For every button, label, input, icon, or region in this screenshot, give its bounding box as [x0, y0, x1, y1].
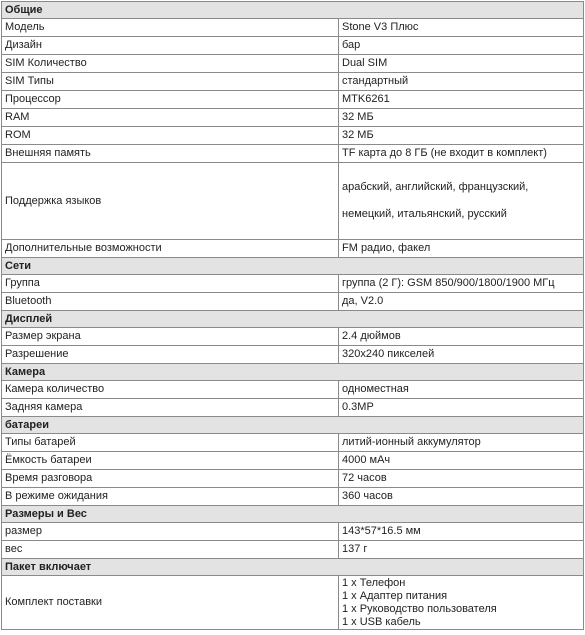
table-row: [2, 145, 584, 163]
section-header: [2, 311, 584, 328]
spec-key: ROM: [2, 127, 339, 145]
table-row: [2, 293, 584, 311]
table-row: [2, 434, 584, 452]
spec-key: Типы батарей: [2, 434, 339, 452]
spec-value: 32 МБ: [339, 127, 584, 145]
spec-key: Bluetooth: [2, 293, 339, 311]
spec-key: Дополнительные возможности: [2, 240, 339, 258]
spec-value: MTK6261: [339, 91, 584, 109]
spec-value: 2.4 дюймов: [339, 328, 584, 346]
package-item: 1 x USB кабель: [342, 615, 421, 628]
section-title: Камера: [2, 364, 584, 381]
table-row: [2, 523, 584, 541]
table-row: [2, 470, 584, 488]
spec-key: Группа: [2, 275, 339, 293]
spec-value: 4000 мАч: [339, 452, 584, 470]
spec-value: [339, 576, 584, 630]
spec-key: Задняя камера: [2, 399, 339, 417]
spec-table: [1, 1, 584, 630]
spec-key: SIM Типы: [2, 73, 339, 91]
spec-key: В режиме ожидания: [2, 488, 339, 506]
spec-key: Время разговора: [2, 470, 339, 488]
table-row: [2, 328, 584, 346]
spec-value: группа (2 Г): GSM 850/900/1800/1900 МГц: [339, 275, 584, 293]
table-row: [2, 346, 584, 364]
table-row: [2, 381, 584, 399]
section-header: [2, 2, 584, 19]
table-row: [2, 541, 584, 559]
spec-key: Разрешение: [2, 346, 339, 364]
spec-key: Комплект поставки: [2, 576, 339, 630]
package-item: 1 x Адаптер питания: [342, 589, 448, 602]
spec-value: Dual SIM: [339, 55, 584, 73]
spec-value: арабский, английский, французский, немецкий, итальянский, русский: [339, 163, 584, 240]
spec-value: литий-ионный аккумулятор: [339, 434, 584, 452]
spec-value: 360 часов: [339, 488, 584, 506]
table-row: [2, 488, 584, 506]
table-row: [2, 399, 584, 417]
spec-value: 143*57*16.5 мм: [339, 523, 584, 541]
table-row: [2, 37, 584, 55]
spec-key: размер: [2, 523, 339, 541]
spec-key: RAM: [2, 109, 339, 127]
section-header: [2, 559, 584, 576]
package-item: 1 x Телефон: [342, 576, 406, 589]
table-row: [2, 91, 584, 109]
spec-key: вес: [2, 541, 339, 559]
spec-key: Размер экрана: [2, 328, 339, 346]
package-item: 1 x Руководство пользователя: [342, 602, 497, 615]
section-title: Дисплей: [2, 311, 584, 328]
spec-value: одноместная: [339, 381, 584, 399]
spec-value: 137 г: [339, 541, 584, 559]
section-title: Общие: [2, 2, 584, 19]
section-header: [2, 417, 584, 434]
table-row: [2, 55, 584, 73]
table-row: [2, 275, 584, 293]
spec-value: стандартный: [339, 73, 584, 91]
table-row: [2, 19, 584, 37]
spec-key: Поддержка языков: [2, 163, 339, 240]
spec-key: Внешняя память: [2, 145, 339, 163]
spec-value: 320x240 пикселей: [339, 346, 584, 364]
spec-value: FM радио, факел: [339, 240, 584, 258]
spec-key: Камера количество: [2, 381, 339, 399]
spec-key: Ёмкость батареи: [2, 452, 339, 470]
spec-key: Дизайн: [2, 37, 339, 55]
spec-key: Модель: [2, 19, 339, 37]
spec-value: TF карта до 8 ГБ (не входит в комплект): [339, 145, 584, 163]
table-row: [2, 109, 584, 127]
table-row: [2, 452, 584, 470]
spec-value: 0.3MP: [339, 399, 584, 417]
spec-value: да, V2.0: [339, 293, 584, 311]
spec-value: бар: [339, 37, 584, 55]
table-row: [2, 127, 584, 145]
spec-key: Процессор: [2, 91, 339, 109]
spec-key: SIM Количество: [2, 55, 339, 73]
table-row: [2, 163, 584, 240]
spec-value: 32 МБ: [339, 109, 584, 127]
section-title: Сети: [2, 258, 584, 275]
table-row: [2, 576, 584, 630]
section-header: [2, 506, 584, 523]
section-header: [2, 364, 584, 381]
section-title: Пакет включает: [2, 559, 584, 576]
section-title: Размеры и Вес: [2, 506, 584, 523]
table-row: [2, 240, 584, 258]
section-title: батареи: [2, 417, 584, 434]
spec-value: 72 часов: [339, 470, 584, 488]
table-row: [2, 73, 584, 91]
section-header: [2, 258, 584, 275]
spec-value: Stone V3 Плюс: [339, 19, 584, 37]
